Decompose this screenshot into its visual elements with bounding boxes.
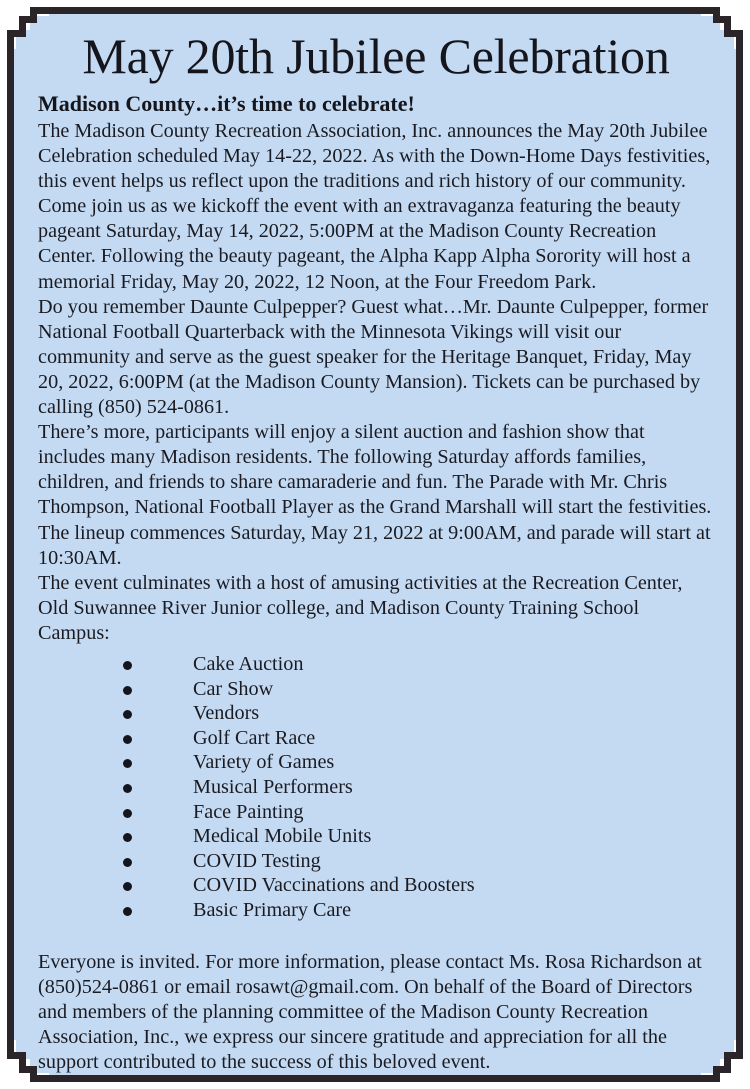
list-item-label: Car Show [193,677,274,700]
flyer-content [14,14,736,1075]
activities-list [38,652,714,923]
list-item-label: Musical Performers [193,775,353,798]
bullet-icon [123,759,132,768]
list-item-label: Medical Mobile Units [193,825,372,848]
bullet-icon [123,710,132,719]
bullet-icon [123,686,132,695]
list-item [38,824,714,849]
list-item [38,849,714,874]
list-item-label: Face Painting [193,800,304,823]
list-item [38,677,714,702]
paragraph-parade: There’s more, participants will enjoy a silent auction and fashion show that includes many Madison residents. The following Saturday affords families, children, and friends to share camaraderie and fun. The Parade with Mr. Chris Thompson, National Football Player as the Grand Marshall will start the festivities. The lineup commences Saturday, May 21, 2022 at 9:00AM, and parade will start at 10:30AM. [38,421,712,569]
list-item-label: COVID Testing [193,849,321,872]
bullet-icon [123,735,132,744]
list-item [38,726,714,751]
page-title: May 20th Jubilee Celebration [82,28,670,84]
list-item [38,800,714,825]
paragraph-activities-intro: The event culminates with a host of amusing activities at the Recreation Center, Old Suwannee River Junior college, and Madison County Training School Campus: [38,571,683,644]
list-item-label: Vendors [193,702,260,725]
bullet-icon [123,784,132,793]
list-item-label: COVID Vaccinations and Boosters [193,874,475,897]
list-item-label: Variety of Games [193,751,335,774]
paragraph-announcement: The Madison County Recreation Association, Inc. announces the May 20th Jubilee Celebration scheduled May 14-22, 2022. As with the Down-Home Days festivities, this event helps us reflect upon the traditions and rich history of our community. Come join us as we kickoff the event with an extravaganza featuring the beauty pageant Saturday, May 14, 2022, 5:00PM at the Madison County Recreation Center. Following the beauty pageant, the Alpha Kapp Alpha Sorority will host a memorial Friday, May 20, 2022, 12 Noon, at the Four Freedom Park. [38,120,711,293]
paragraph-guest-speaker: Do you remember Daunte Culpepper? Guest what…Mr. Daunte Culpepper, former National Football Quarterback with the Minnesota Vikings will visit our community and serve as the guest speaker for the Heritage Banquet, Friday, May 20, 2022, 6:00PM (at the Madison County Mansion). Tickets can be purchased by calling (850) 524-0861. [38,295,709,419]
list-item [38,701,714,726]
list-item [38,750,714,775]
list-item [38,873,714,898]
list-item-label: Cake Auction [193,652,304,675]
list-item [38,898,714,923]
subheading: Madison County…it’s time to celebrate! [38,91,415,116]
list-item [38,775,714,800]
bullet-icon [123,809,132,818]
flyer-poster [7,7,743,1082]
bullet-icon [123,907,132,916]
bullet-icon [123,661,132,670]
list-item-label: Golf Cart Race [193,726,316,749]
list-item [38,652,714,677]
bullet-icon [123,882,132,891]
list-item-label: Basic Primary Care [193,898,352,921]
bullet-icon [123,858,132,867]
paragraph-closing: Everyone is invited. For more information, please contact Ms. Rosa Richardson at (850)524-0861 or email rosawt@gmail.com. On behalf of the Board of Directors and members of the planning committee of the Madison County Recreation Association, Inc., we express our sincere gratitude and appreciation for all the support contributed to the success of this beloved event. [38,950,702,1073]
bullet-icon [123,833,132,842]
